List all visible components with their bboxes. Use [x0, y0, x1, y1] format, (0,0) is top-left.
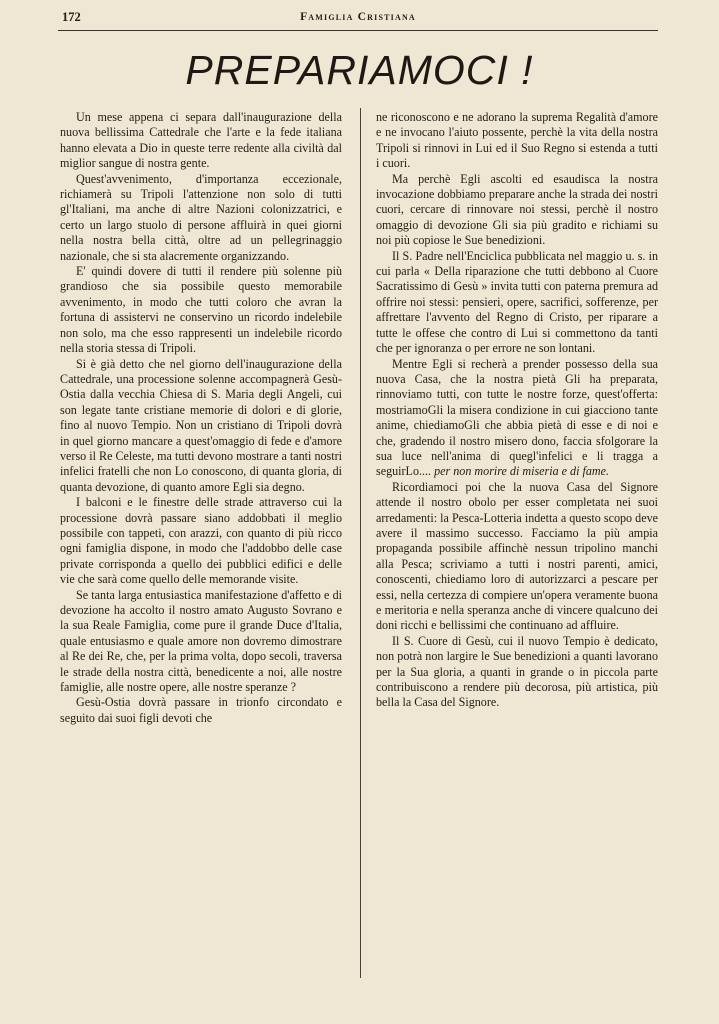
- paragraph: Si è già detto che nel giorno dell'inaugurazione della Cattedrale, una processione solenne accompagnerà Gesù-Ostia dalla vecchia Chiesa di S. Maria degli Angeli, cui son legate tante cristiane memorie di dolori e di glorie, fino al nuovo Tempio. Non un cristiano di Tripoli dovrà in quel giorno mancare a quest'omaggio di fede e d'amore verso il Re Celeste, ma tutti devono mostrare a tanti nostri infelici fratelli che non Lo conoscono, di quanta gloria, di quanta devozione, di quanto amore Egli sia degno.: [60, 356, 342, 494]
- paragraph: Quest'avvenimento, d'importanza eccezionale, richiamerà su Tripoli l'attenzione non solo di tutti gl'Italiani, ma anche di altre Nazioni colonizzatrici, e certo un largo stuolo di persone affluirà in quei giorni nella nostra bella città, oltre ad un pellegrinaggio nazionale, che si sta alacremente organizzando.: [60, 171, 342, 263]
- paragraph: Un mese appena ci separa dall'inaugurazione della nuova bellissima Cattedrale che l'arte e la fede italiana hanno elevata a Dio in queste terre redente alla civiltà dal miglior sangue di nostra gente.: [60, 110, 342, 171]
- italic-phrase: per non morire di miseria e di fame.: [431, 464, 610, 479]
- paragraph: Il S. Cuore di Gesù, cui il nuovo Tempio è dedicato, non potrà non largire le Sue benedizioni a quanti lavorano per la Sua gloria, a quanti in grande o in piccola parte contribuiscono a rendere più decorosa, più artistica, più bella la Casa del Signore.: [376, 633, 658, 710]
- paragraph: Ma perchè Egli ascolti ed esaudisca la nostra invocazione dobbiamo preparare anche la strada dei nostri cuori, cercare di rinnovare noi stessi, perchè il nostro omaggio di devozione Gli sia più gradito e richiami su noi più copiose le Sue benedizioni.: [376, 171, 658, 248]
- paragraph-text: Mentre Egli si recherà a prender possesso della sua nuova Casa, che la nostra pietà Gli ha preparata, rinnoviamo tutti, con tutte le nostre forze, quest'offerta: mostriamoGli la misera condizione in cui giacciono tante anime, chiediamoGli che abbia pietà di esse e di noi e che, gradendo il nostro misero dono, faccia sfolgorare la sua luce nell'anima di quegl'infelici e li tragga a seguirLo....: [376, 356, 658, 479]
- paragraph: E' quindi dovere di tutti il rendere più solenne più grandioso che sia possibile questo memorabile avvenimento, in modo che tutti coloro che avran la fortuna di assistervi ne conservino un ricordo indelebile non solo, ma che esso rappresenti un indelebile ricordo nella storia stessa di Tripoli.: [60, 264, 342, 356]
- paragraph: ne riconoscono e ne adorano la suprema Regalità d'amore e ne invocano l'aiuto possente, perchè la vita della nostra Tripoli si rinnovi in Lui ed il Suo Regno si estenda a tutti i cuori.: [376, 110, 658, 171]
- right-column: [376, 110, 658, 711]
- running-header: [58, 8, 658, 31]
- column-divider: [360, 108, 361, 978]
- paragraph: I balconi e le finestre delle strade attraverso cui la processione dovrà passare siano addobbati il meglio possibile con tappeti, con arazzi, con quanto di più ricco ogni famiglia dispone, in modo che l'addobbo delle case private corrisponda a quello dei pubblici edifici e delle vie che sarà come quello delle memorande visite.: [60, 495, 342, 587]
- left-column: [60, 110, 342, 726]
- page-number: 172: [62, 10, 81, 24]
- paragraph: Il S. Padre nell'Enciclica pubblicata nel maggio u. s. in cui parla « Della riparazione che tutti debbono al Cuore Sacratissimo di Gesù » invita tutti con paterna premura ad offrire noi stessi: pensieri, opere, sacrifici, sofferenze, per affrettare l'avvento del Regno di Cristo, per riparare a tutte le offese che contro di Lui si commettono da tanti che per ignoranza o per errore ne son lontani.: [376, 248, 658, 356]
- paragraph: Gesù-Ostia dovrà passare in trionfo circondato e seguito dai suoi figli devoti che: [60, 695, 342, 725]
- paragraph: Se tanta larga entusiastica manifestazione d'affetto e di devozione ha accolto il nostro amato Augusto Sovrano e la sua Reale Famiglia, come pure il grande Duce d'Italia, quale entusiasmo e quale amore non dovremo dimostrare al Re dei Re, che, per la prima volta, dopo secoli, traversa le strade della nostra città, benedicente a noi, alle nostre famiglie, alle nostre opere, alle nostre speranze ?: [60, 587, 342, 695]
- magazine-name: Famiglia Cristiana: [300, 11, 416, 23]
- paragraph: [376, 357, 658, 480]
- paragraph: Ricordiamoci poi che la nuova Casa del Signore attende il nostro obolo per esser completata nei suoi arredamenti: la Pesca-Lotteria indetta a questo scopo deve avere il massimo successo. Facciamo la più ampia propaganda possibile affinchè nessun tripolino manchi alla Pesca; scriviamo a tutti i nostri parenti, amici, conoscenti, chiediamo loro di autorizzarci a pescare per essi, nella certezza di compiere un'opera veramente buona e meritoria e nella speranza anche di vincere qualcuno dei doni ricchi e bellissimi che continuano ad affluire.: [376, 479, 658, 633]
- article-title: PREPARIAMOCI !: [185, 47, 534, 93]
